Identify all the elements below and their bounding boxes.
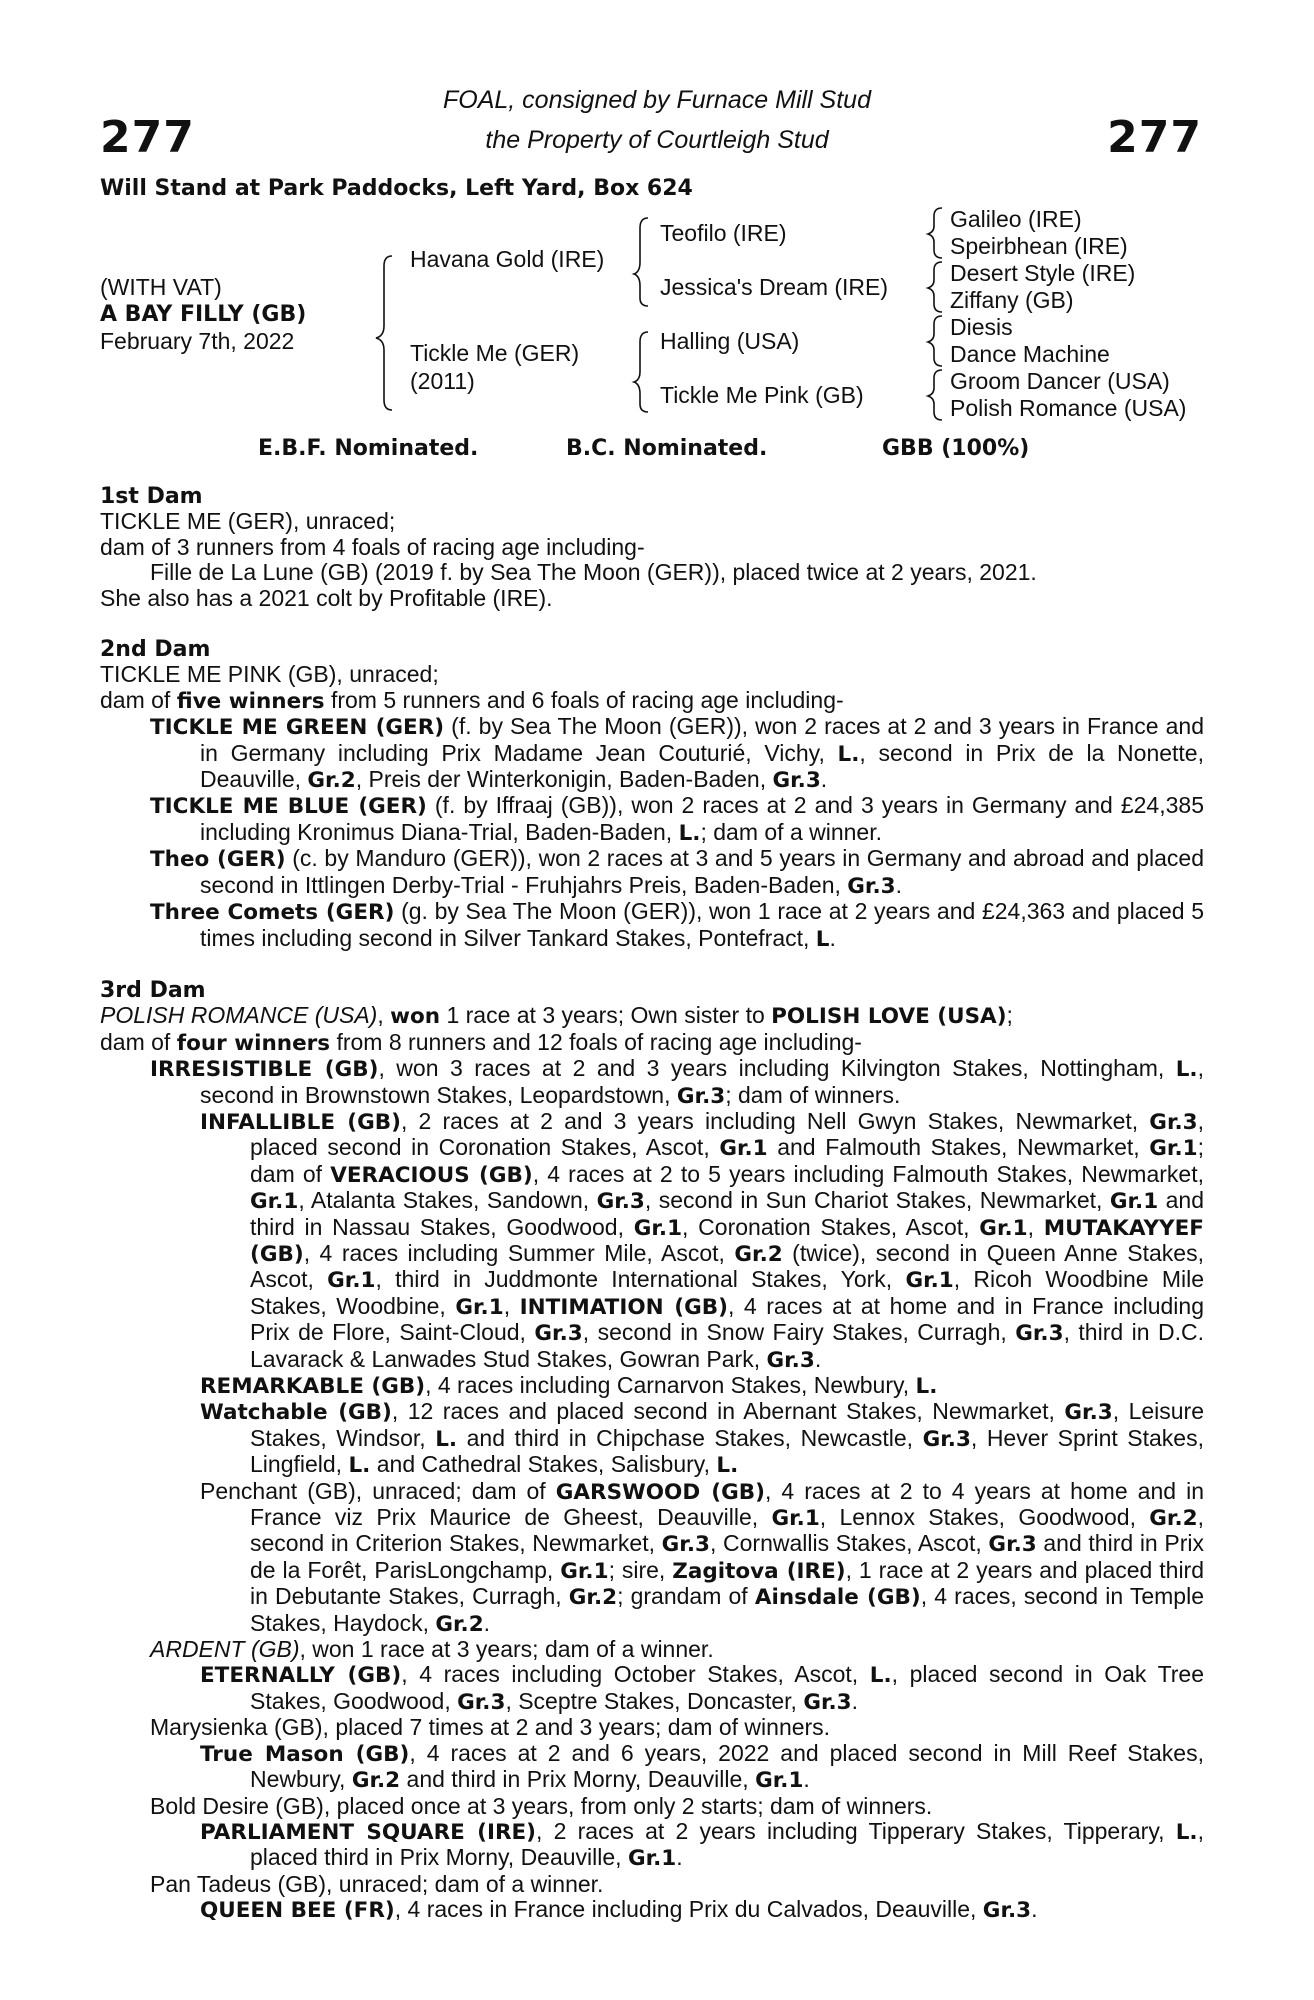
second-dam-produce: dam of five winners from 5 runners and 6 foals of racing age including- xyxy=(100,686,844,714)
sire: Havana Gold (IRE) xyxy=(410,246,605,272)
second-dam-heading: 2nd Dam xyxy=(100,637,211,663)
lot-number-right: 277 xyxy=(1107,112,1202,163)
bc-nomination: B.C. Nominated. xyxy=(566,436,768,461)
horse-name: A BAY FILLY (GB) xyxy=(100,302,307,327)
catalogue-body xyxy=(100,484,1204,1924)
first-dam-heading: 1st Dam xyxy=(100,484,203,509)
first-dam-produce: dam of 3 runners from 4 foals of racing age including- xyxy=(100,533,645,560)
sire-sire: Teofilo (IRE) xyxy=(660,220,787,246)
third-dam-entry-penchant: Penchant (GB), unraced; dam of GARSWOOD (GB), 4 races at 2 to 4 years at home and in France viz Prix Maurice de Gheest, Deauville, Gr.1, Lennox Stakes, Goodwood, Gr.2, second in Criterion Stakes, Newmarket, Gr.3, Cornwallis Stakes, Ascot, Gr.3 and third in Prix de la Forêt, ParisLongchamp, Gr.1; sire, Zagitova (IRE), 1 race at 2 years and placed third in Debutante Stakes, Curragh, Gr.2; grandam of Ainsdale (GB), 4 races, second in Temple Stakes, Haydock, Gr.2. xyxy=(200,1477,1205,1637)
ebf-nomination: E.B.F. Nominated. xyxy=(258,436,479,461)
second-dam-entry-1: TICKLE ME GREEN (GER) (f. by Sea The Moon (GER)), won 2 races at 2 and 3 years in France and in Germany including Prix Madame Jean Couturié, Vichy, L., second in Prix de la Nonette, Deauville, Gr.2, Preis der Winterkonigin, Baden-Baden, Gr.3. xyxy=(150,713,1205,794)
ped-sds: Desert Style (IRE) xyxy=(950,260,1136,286)
ped-ddd: Polish Romance (USA) xyxy=(950,395,1187,421)
first-dam-foal: Fille de La Lune (GB) (2019 f. by Sea The Moon (GER)), placed twice at 2 years, 2021. xyxy=(150,559,1037,586)
second-dam-entry-2: TICKLE ME BLUE (GER) (f. by Iffraaj (GB)), won 2 races at 2 and 3 years in Germany and £24,385 including Kronimus Diana-Trial, Baden-Baden, L.; dam of a winner. xyxy=(150,792,1204,846)
dam-sire: Halling (USA) xyxy=(660,328,800,354)
foaling-date: February 7th, 2022 xyxy=(100,328,295,354)
third-dam-entry-marysienka: Marysienka (GB), placed 7 times at 2 and 3 years; dam of winners. xyxy=(150,1714,831,1741)
dam-dam: Tickle Me Pink (GB) xyxy=(660,382,864,408)
ped-dss: Diesis xyxy=(950,314,1013,340)
property-line: the Property of Courtleigh Stud xyxy=(485,126,829,154)
third-dam-entry-parliament-square: PARLIAMENT SQUARE (IRE), 2 races at 2 years including Tipperary Stakes, Tipperary, L., placed third in Prix Morny, Deauville, Gr.1. xyxy=(200,1817,1204,1872)
dam-year: (2011) xyxy=(410,368,475,394)
first-dam-colt: She also has a 2021 colt by Profitable (IRE). xyxy=(100,584,553,611)
ped-ssd: Speirbhean (IRE) xyxy=(950,233,1128,259)
lot-number-left: 277 xyxy=(100,112,195,163)
third-dam-entry-watchable: Watchable (GB), 12 races and placed second in Abernant Stakes, Newmarket, Gr.3, Leisure Stakes, Windsor, L. and third in Chipchase Stakes, Newcastle, Gr.3, Hever Sprint Stakes, Lingfield, L. and Cathedral Stakes, Salisbury, L. xyxy=(200,1398,1205,1479)
first-dam-line: TICKLE ME (GER), unraced; xyxy=(100,508,396,535)
third-dam-entry-queen-bee: QUEEN BEE (FR), 4 races in France including Prix du Calvados, Deauville, Gr.3. xyxy=(200,1896,1038,1924)
third-dam-entry-pan-tadeus: Pan Tadeus (GB), unraced; dam of a winner. xyxy=(150,1870,604,1897)
third-dam-entry-true-mason: True Mason (GB), 4 races at 2 and 6 years, 2022 and placed second in Mill Reef Stakes, Newbury, Gr.2 and third in Prix Morny, Deauville, Gr.1. xyxy=(200,1739,1204,1794)
third-dam-entry-infallible: INFALLIBLE (GB), 2 races at 2 and 3 years including Nell Gwyn Stakes, Newmarket, Gr.3, placed second in Coronation Stakes, Ascot, Gr.1 and Falmouth Stakes, Newmarket, Gr.1; dam of VERACIOUS (GB), 4 races at 2 to 5 years including Falmouth Stakes, Newmarket, Gr.1, Atalanta Stakes, Sandown, Gr.3, second in Sun Chariot Stakes, Newmarket, Gr.1 and third in Nassau Stakes, Goodwood, Gr.1, Coronation Stakes, Ascot, Gr.1, MUTAKAYYEF (GB), 4 races including Summer Mile, Ascot, Gr.2 (twice), second in Queen Anne Stakes, Ascot, Gr.1, third in Juddmonte International Stakes, York, Gr.1, Ricoh Woodbine Mile Stakes, Woodbine, Gr.1, INTIMATION (GB), 4 races at at home and in France including Prix de Flore, Saint-Cloud, Gr.3, second in Snow Fairy Stakes, Curragh, Gr.3, third in D.C. Lavarack & Lanwades Stud Stakes, Gowran Park, Gr.3. xyxy=(200,1107,1205,1373)
third-dam-produce: dam of four winners from 8 runners and 12 foals of racing age including- xyxy=(100,1028,862,1056)
third-dam-entry-eternally: ETERNALLY (GB), 4 races including October Stakes, Ascot, L., placed second in Oak Tree Stakes, Goodwood, Gr.3, Sceptre Stakes, Doncaster, Gr.3. xyxy=(200,1661,1205,1715)
consignor-line: FOAL, consigned by Furnace Mill Stud xyxy=(443,86,871,114)
ped-dsd: Dance Machine xyxy=(950,341,1110,367)
third-dam-entry-remarkable: REMARKABLE (GB), 4 races including Carnarvon Stakes, Newbury, L. xyxy=(200,1372,938,1399)
dam: Tickle Me (GER) xyxy=(410,340,580,366)
gbb-rating: GBB (100%) xyxy=(882,436,1030,461)
stand-location: Will Stand at Park Paddocks, Left Yard, Box 624 xyxy=(100,176,693,201)
third-dam-line: POLISH ROMANCE (USA), won 1 race at 3 years; Own sister to POLISH LOVE (USA); xyxy=(100,1002,1013,1030)
second-dam-entry-4: Three Comets (GER) (g. by Sea The Moon (GER)), won 1 race at 2 years and £24,363 and placed 5 times including second in Silver Tankard Stakes, Pontefract, L. xyxy=(150,898,1205,952)
sire-dam: Jessica's Dream (IRE) xyxy=(660,274,889,300)
third-dam-entry-irresistible: IRRESISTIBLE (GB), won 3 races at 2 and 3 years including Kilvington Stakes, Nottingham, L., second in Brownstown Stakes, Leopardstown, Gr.3; dam of winners. xyxy=(150,1055,1204,1109)
vat-note: (WITH VAT) xyxy=(100,274,222,300)
third-dam-heading: 3rd Dam xyxy=(100,977,206,1003)
second-dam-entry-3: Theo (GER) (c. by Manduro (GER)), won 2 races at 3 and 5 years in Germany and abroad and placed second in Ittlingen Derby-Trial - Fruhjahrs Preis, Baden-Baden, Gr.3. xyxy=(150,845,1204,899)
ped-sdd: Ziffany (GB) xyxy=(950,287,1074,313)
ped-dds: Groom Dancer (USA) xyxy=(950,368,1170,394)
second-dam-line: TICKLE ME PINK (GB), unraced; xyxy=(100,661,439,688)
third-dam-entry-ardent: ARDENT (GB), won 1 race at 3 years; dam of a winner. xyxy=(150,1636,714,1663)
third-dam-entry-bold-desire: Bold Desire (GB), placed once at 3 years, from only 2 starts; dam of winners. xyxy=(150,1792,933,1819)
ped-sss: Galileo (IRE) xyxy=(950,206,1082,232)
